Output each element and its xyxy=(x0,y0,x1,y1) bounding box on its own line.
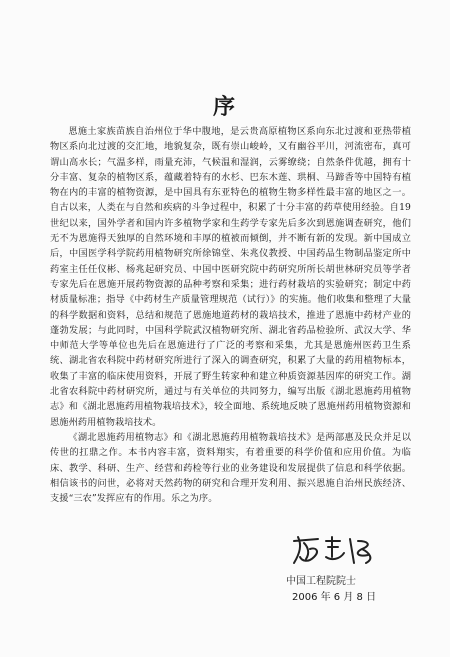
preface-date: 2006 年 6 月 8 日 xyxy=(292,592,377,603)
author-affiliation: 中国工程院院士 xyxy=(286,576,356,587)
preface-body xyxy=(50,124,411,506)
signature-area xyxy=(278,535,388,567)
page-title: 序 xyxy=(212,94,237,120)
handwritten-signature xyxy=(288,535,383,567)
preface-paragraph-1: 恩施土家族苗族自治州位于华中腹地，是云贵高原植物区系向东北过渡和亚热带植物区系向北过渡的交汇地，地貌复杂，既有崇山峻岭，又有幽谷平川，河流密布，真可谓山高水长；气温多样，雨量充沛，气候温和湿润，云雾缭绕；自然条件优越，拥有十分丰富、复杂的植物区系，蕴藏着特有的水杉、巴东木莲、珙桐、马蹄香等中国特有植物在内的丰富的植物资源，是中国具有东亚特色的植物生物多样性最丰富的地区之一。自古以来，人类在与自然和疾病的斗争过程中，积累了十分丰富的药草使用经验。自19世纪以来，国外学者和国内许多植物学家和生药学专家先后多次到恩施调查研究，他们无不为恩施得天独厚的自然环境和丰厚的植被而倾倒，并不断有新的发现。新中国成立后，中国医学科学院药用植物研究所徐锦堂、朱兆仪教授、中国药品生物制品鉴定所中药室主任任仪彬、杨兆起研究员、中国中医研究院中药研究所所长胡世林研究员等学者专家先后在恩施开展药物资源的品种考察和采集；进行药材栽培的实验研究；制定中药材质量标准；指导《中药材生产质量管理规范（试行）》的实施。他们收集和整理了大量的科学数据和资料，总结和规范了恩施地道药材的栽培技术，推进了恩施中药材产业的蓬勃发展；与此同时，中国科学院武汉植物研究所、湖北省药品检验所、武汉大学、华中师范大学等单位也先后在恩施进行了广泛的考察和采集，尤其是恩施州医药卫生系统、湖北省农科院中药材研究所进行了深入的调查研究，积累了大量的药用植物标本，收集了丰富的临床使用资料，开展了野生转家种和建立种质资源基因库的研究工作。湖北省农科院中药材研究所，通过与有关单位的共同努力，编写出版《湖北恩施药用植物志》和《湖北恩施药用植物栽培技术》，较全面地、系统地反映了恩施州药用植物资源和恩施州药用植物栽培技术。 xyxy=(50,126,411,428)
preface-paragraph-2: 《湖北恩施药用植物志》和《湖北恩施药用植物栽培技术》是两部惠及民众并足以传世的扛鼎之作。本书内容丰富，资料翔实，有着重要的科学价值和应用价值。为临床、教学、科研、生产、经营和药检等行业的业务建设和发展提供了信息和科学依据。相信该书的问世，必将对天然药物的研究和合理开发利用、振兴恩施自治州民族经济、支援“三农”发挥应有的作用。乐之为序。 xyxy=(50,431,411,505)
